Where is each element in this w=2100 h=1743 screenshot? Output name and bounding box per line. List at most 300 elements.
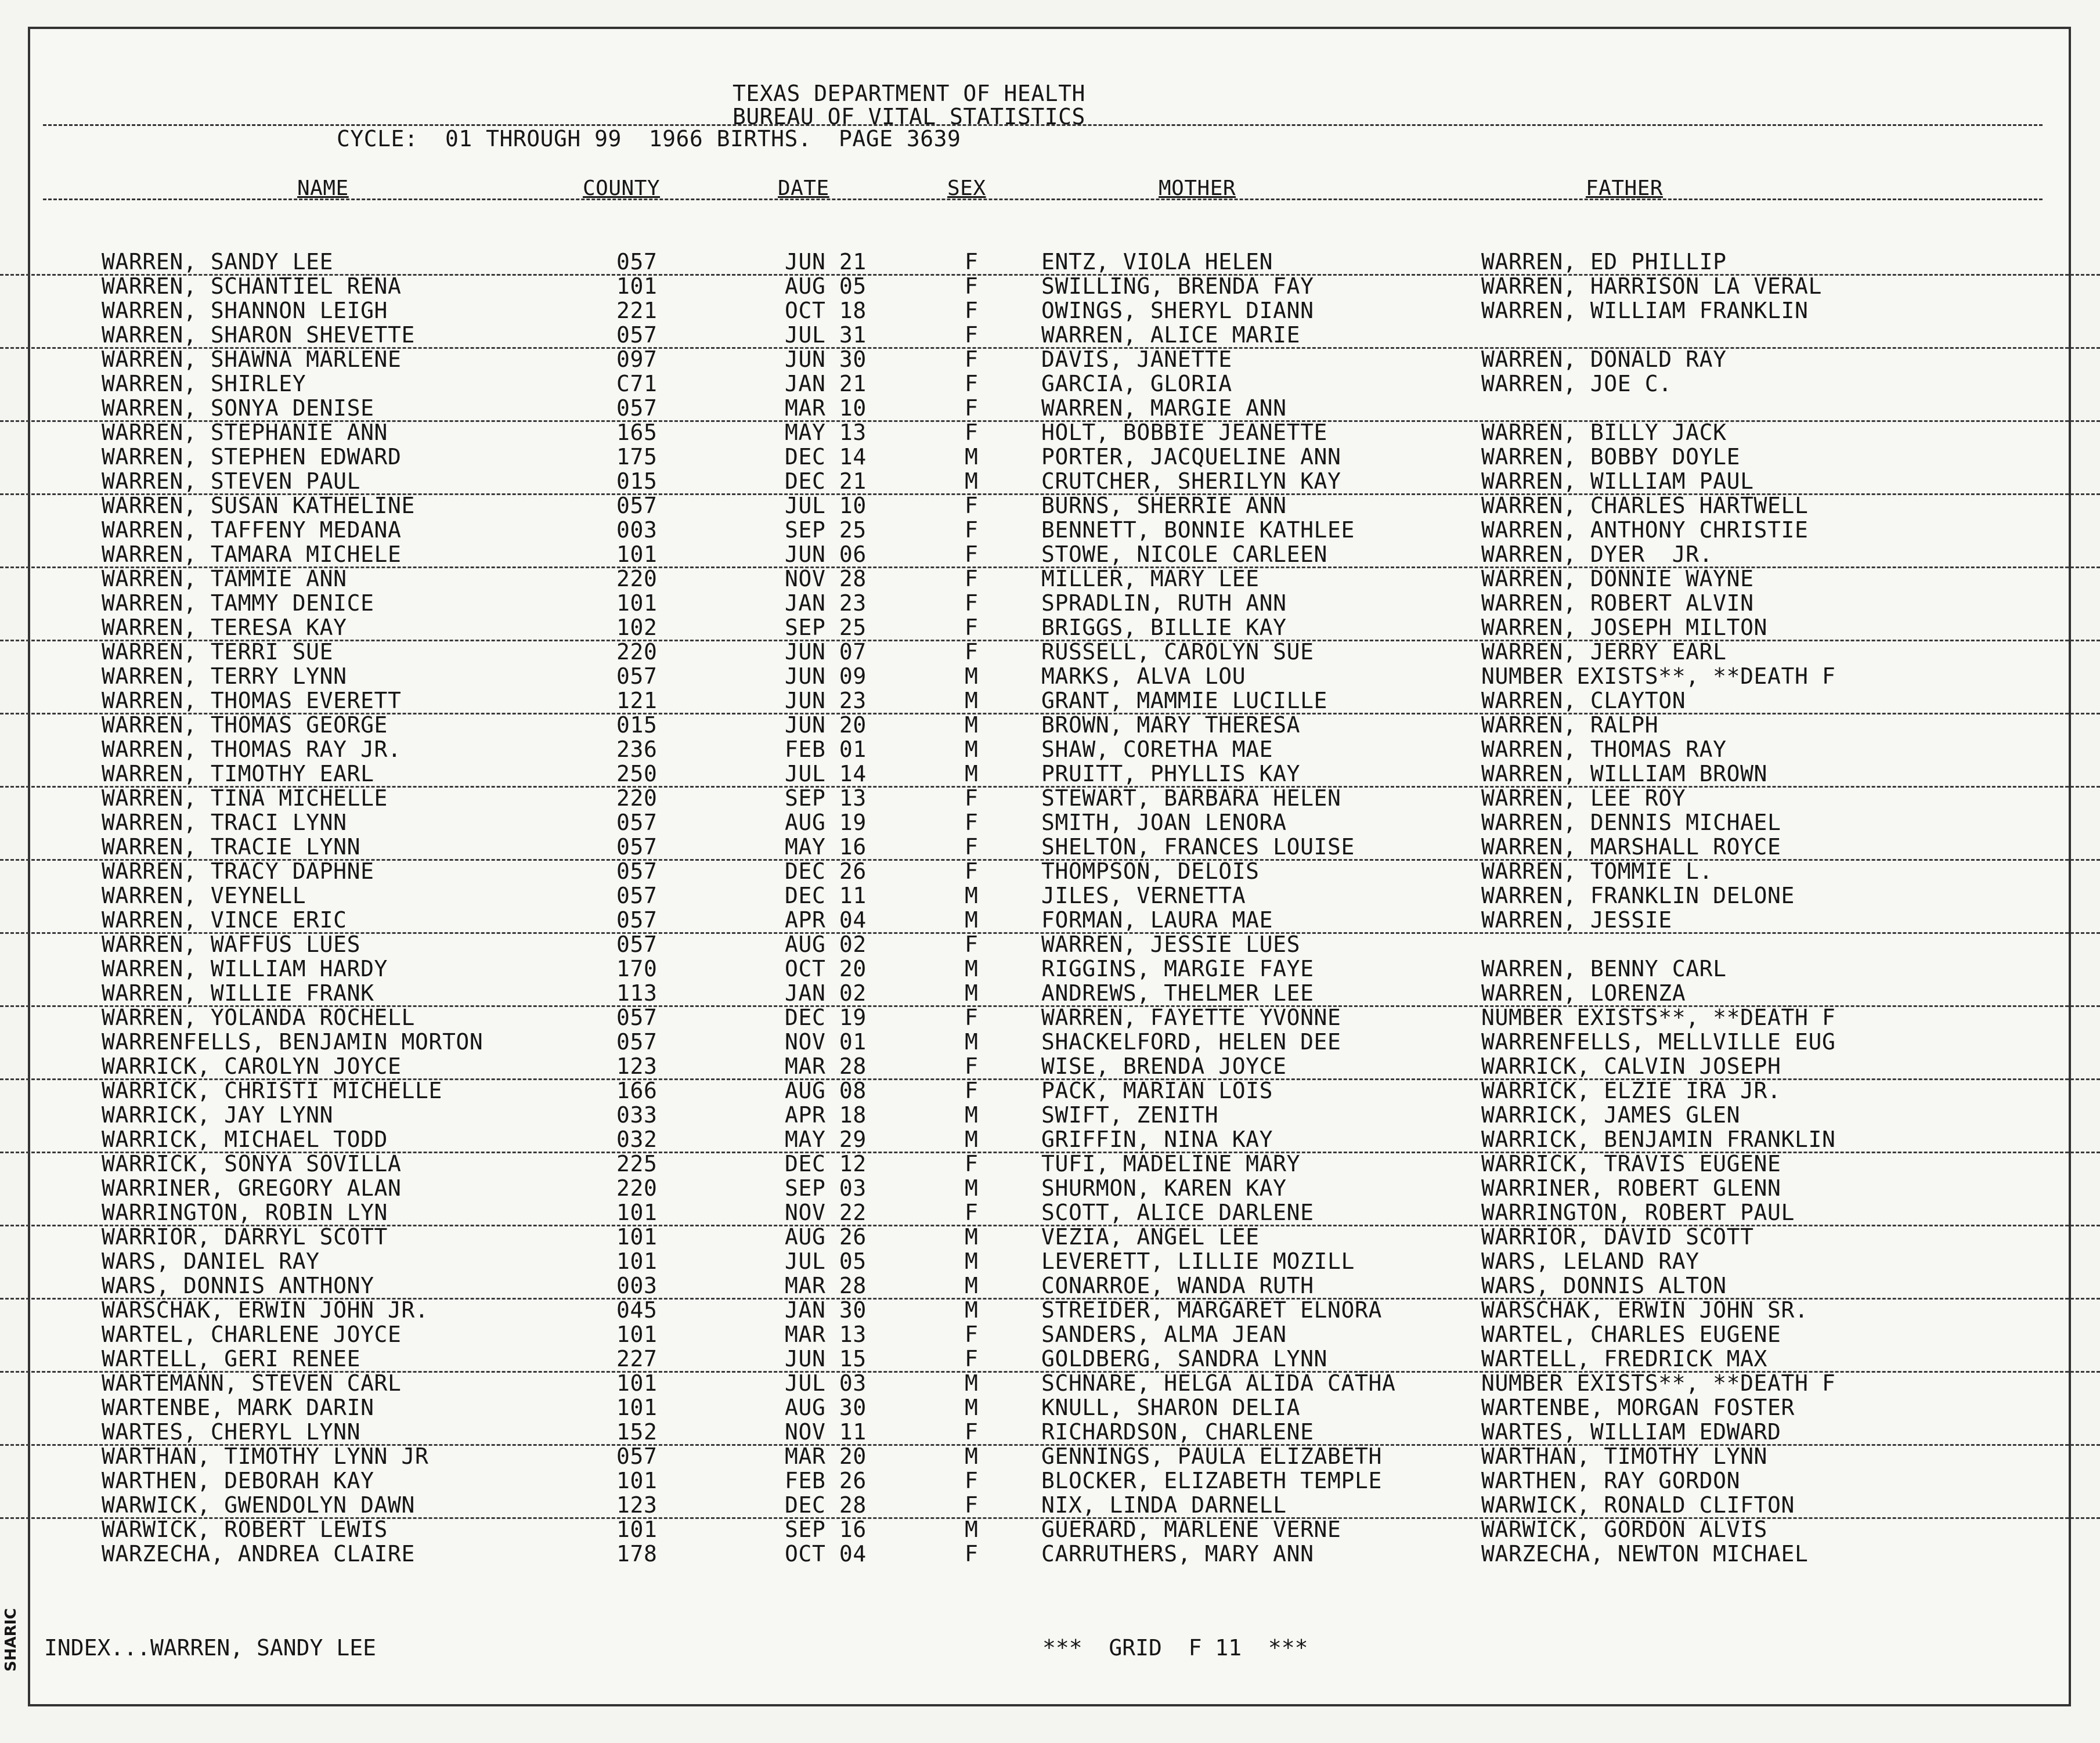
column-header-county: COUNTY	[583, 176, 661, 200]
cell-mother: NIX, LINDA DARNELL	[1041, 1492, 1287, 1518]
table-row	[0, 664, 2100, 688]
cell-father: WARRICK, CALVIN JOSEPH	[1481, 1053, 1781, 1079]
cell-county: 015	[616, 468, 658, 494]
table-row	[0, 1347, 2100, 1373]
cell-county: 057	[616, 663, 658, 689]
cell-county: 057	[616, 883, 658, 908]
cell-father: WARRIOR, DAVID SCOTT	[1481, 1224, 1754, 1250]
table-row	[0, 347, 2100, 371]
cell-county: 123	[616, 1053, 658, 1079]
cell-mother: GRANT, MAMMIE LUCILLE	[1041, 688, 1328, 713]
cell-sex: F	[965, 493, 979, 518]
table-row	[0, 469, 2100, 495]
cell-county: 101	[616, 1200, 658, 1225]
column-header-sex: SEX	[947, 176, 986, 200]
cell-sex: M	[965, 1029, 979, 1055]
cell-name: WARREN, TRACIE LYNN	[102, 834, 361, 860]
cell-father: WARRENFELLS, MELLVILLE EUG	[1481, 1029, 1836, 1055]
cell-date: OCT 18	[785, 298, 867, 323]
cell-mother: STREIDER, MARGARET ELNORA	[1041, 1297, 1382, 1323]
cell-mother: RICHARDSON, CHARLENE	[1041, 1419, 1314, 1445]
table-row	[0, 1273, 2100, 1300]
side-tag: SHARIC	[2, 1608, 20, 1672]
cell-county: 121	[616, 688, 658, 713]
cell-sex: M	[965, 468, 979, 494]
table-row	[0, 1493, 2100, 1519]
cell-mother: FORMAN, LAURA MAE	[1041, 907, 1273, 933]
cell-county: 057	[616, 858, 658, 884]
cell-name: WARWICK, GWENDOLYN DAWN	[102, 1492, 415, 1518]
cell-father: WARREN, LORENZA	[1481, 980, 1686, 1006]
cell-father: WARTES, WILLIAM EDWARD	[1481, 1419, 1781, 1445]
cell-name: WARREN, TAMMIE ANN	[102, 566, 347, 591]
cell-date: JUN 07	[785, 639, 867, 665]
cell-father: WARREN, WILLIAM FRANKLIN	[1481, 298, 1809, 323]
cell-county: 003	[616, 517, 658, 543]
cell-date: FEB 26	[785, 1468, 867, 1493]
cell-date: JUL 05	[785, 1248, 867, 1274]
cell-father: WARREN, MARSHALL ROYCE	[1481, 834, 1781, 860]
table-row	[0, 1200, 2100, 1226]
cell-county: 221	[616, 298, 658, 323]
cell-sex: M	[965, 1224, 979, 1250]
cell-date: MAR 20	[785, 1444, 867, 1469]
cell-county: 113	[616, 980, 658, 1006]
cell-name: WARZECHA, ANDREA CLAIRE	[102, 1541, 415, 1567]
cell-father: WARRINGTON, ROBERT PAUL	[1481, 1200, 1795, 1225]
table-row	[0, 688, 2100, 714]
cell-county: 045	[616, 1297, 658, 1323]
table-row	[0, 957, 2100, 981]
cell-father: WARREN, CLAYTON	[1481, 688, 1686, 713]
cell-county: 178	[616, 1541, 658, 1567]
cell-county: 166	[616, 1078, 658, 1103]
cell-mother: STOWE, NICOLE CARLEEN	[1041, 542, 1328, 567]
cell-sex: M	[965, 1444, 979, 1469]
cell-mother: SCOTT, ALICE DARLENE	[1041, 1200, 1314, 1225]
table-row	[0, 250, 2100, 276]
cell-mother: ANDREWS, THELMER LEE	[1041, 980, 1314, 1006]
cell-date: AUG 08	[785, 1078, 867, 1103]
cell-county: 236	[616, 737, 658, 762]
cell-name: WARRICK, MICHAEL TODD	[102, 1127, 388, 1152]
cell-sex: M	[965, 1127, 979, 1152]
cell-mother: GRIFFIN, NINA KAY	[1041, 1127, 1273, 1152]
cell-county: 101	[616, 1224, 658, 1250]
cell-father: WARTHEN, RAY GORDON	[1481, 1468, 1741, 1493]
cell-date: JUN 20	[785, 712, 867, 738]
cell-name: WARREN, SHAWNA MARLENE	[102, 347, 402, 372]
cell-mother: MARKS, ALVA LOU	[1041, 663, 1246, 689]
cell-sex: M	[965, 980, 979, 1006]
cell-county: 227	[616, 1346, 658, 1372]
cell-county: 057	[616, 493, 658, 518]
cell-sex: M	[965, 663, 979, 689]
table-row	[0, 1517, 2100, 1542]
cell-date: AUG 26	[785, 1224, 867, 1250]
table-row	[0, 786, 2100, 810]
cell-sex: F	[965, 590, 979, 616]
grid-label: *** GRID F 11 ***	[1042, 1635, 1308, 1661]
table-row	[0, 591, 2100, 615]
cell-name: WARREN, TAFFENY MEDANA	[102, 517, 402, 543]
table-row	[0, 713, 2100, 737]
cell-mother: ENTZ, VIOLA HELEN	[1041, 249, 1273, 275]
cell-mother: RUSSELL, CAROLYN SUE	[1041, 639, 1314, 665]
cell-sex: F	[965, 1468, 979, 1493]
cell-name: WARREN, SANDY LEE	[102, 249, 334, 275]
table-row	[0, 1225, 2100, 1249]
cell-sex: F	[965, 1005, 979, 1030]
cell-father: WARREN, LEE ROY	[1481, 785, 1686, 811]
cell-date: DEC 19	[785, 1005, 867, 1030]
cell-sex: M	[965, 1370, 979, 1396]
cell-sex: F	[965, 834, 979, 860]
cell-name: WARRICK, JAY LYNN	[102, 1102, 334, 1128]
cell-sex: F	[965, 858, 979, 884]
cell-date: APR 18	[785, 1102, 867, 1128]
cell-father: WARTHAN, TIMOTHY LYNN	[1481, 1444, 1768, 1469]
cell-county: 220	[616, 639, 658, 665]
cell-date: MAR 28	[785, 1273, 867, 1298]
cell-name: WARRIOR, DARRYL SCOTT	[102, 1224, 388, 1250]
cell-mother: WARREN, FAYETTE YVONNE	[1041, 1005, 1341, 1030]
cell-sex: F	[965, 639, 979, 665]
table-row	[0, 883, 2100, 908]
cell-sex: M	[965, 956, 979, 981]
column-header-name: NAME	[297, 176, 349, 200]
cell-mother: PACK, MARIAN LOIS	[1041, 1078, 1273, 1103]
cell-county: 057	[616, 810, 658, 835]
cell-mother: SHACKELFORD, HELEN DEE	[1041, 1029, 1341, 1055]
cell-sex: F	[965, 395, 979, 421]
cell-sex: M	[965, 1175, 979, 1201]
cell-sex: M	[965, 712, 979, 738]
cell-father: WARREN, BENNY CARL	[1481, 956, 1727, 981]
cell-county: 032	[616, 1127, 658, 1152]
cell-sex: F	[965, 810, 979, 835]
table-row	[0, 859, 2100, 883]
cell-name: WARRICK, CHRISTI MICHELLE	[102, 1078, 442, 1103]
cell-sex: F	[965, 273, 979, 299]
cell-sex: F	[965, 1419, 979, 1445]
cell-father: WARREN, ED PHILLIP	[1481, 249, 1727, 275]
table-row	[0, 1078, 2100, 1103]
cell-date: SEP 13	[785, 785, 867, 811]
cell-county: 220	[616, 566, 658, 591]
cell-date: AUG 02	[785, 932, 867, 957]
cell-county: 175	[616, 444, 658, 470]
cell-father: WARZECHA, NEWTON MICHAEL	[1481, 1541, 1809, 1567]
table-row	[0, 1444, 2100, 1468]
cell-county: 057	[616, 1444, 658, 1469]
cell-sex: M	[965, 883, 979, 908]
cell-name: WARREN, TERRI SUE	[102, 639, 334, 665]
cell-father: WARREN, JOE C.	[1481, 371, 1672, 396]
cell-sex: M	[965, 761, 979, 786]
table-row	[0, 396, 2100, 422]
table-row	[0, 737, 2100, 762]
cell-sex: F	[965, 785, 979, 811]
cell-date: JUL 03	[785, 1370, 867, 1396]
cell-father: WARREN, JOSEPH MILTON	[1481, 615, 1768, 640]
cell-date: SEP 25	[785, 615, 867, 640]
cell-mother: JILES, VERNETTA	[1041, 883, 1246, 908]
table-row	[0, 298, 2100, 323]
cell-date: DEC 14	[785, 444, 867, 470]
cell-date: MAR 28	[785, 1053, 867, 1079]
cell-date: JUL 31	[785, 322, 867, 348]
cell-name: WARREN, SHANNON LEIGH	[102, 298, 388, 323]
cell-name: WARREN, SHIRLEY	[102, 371, 306, 396]
cell-father: WARTELL, FREDRICK MAX	[1481, 1346, 1768, 1372]
cell-father: WARS, LELAND RAY	[1481, 1248, 1700, 1274]
cell-mother: BLOCKER, ELIZABETH TEMPLE	[1041, 1468, 1382, 1493]
cell-date: JUN 06	[785, 542, 867, 567]
table-row	[0, 420, 2100, 445]
cell-father: WARREN, DENNIS MICHAEL	[1481, 810, 1781, 835]
cell-name: WARREN, SHARON SHEVETTE	[102, 322, 415, 348]
cell-sex: F	[965, 566, 979, 591]
cell-date: APR 04	[785, 907, 867, 933]
cell-date: JUN 09	[785, 663, 867, 689]
cell-sex: F	[965, 932, 979, 957]
cell-county: 057	[616, 932, 658, 957]
cell-mother: GUERARD, MARLENE VERNE	[1041, 1517, 1341, 1542]
cell-date: MAY 16	[785, 834, 867, 860]
table-row	[0, 981, 2100, 1007]
cell-name: WARREN, TERESA KAY	[102, 615, 347, 640]
cell-mother: SHAW, CORETHA MAE	[1041, 737, 1273, 762]
cell-name: WARTENBE, MARK DARIN	[102, 1395, 374, 1420]
cell-county: 101	[616, 1517, 658, 1542]
cell-father: NUMBER EXISTS**, **DEATH F	[1481, 663, 1836, 689]
cell-county: 102	[616, 615, 658, 640]
table-row	[0, 1054, 2100, 1080]
table-row	[0, 932, 2100, 957]
cell-sex: M	[965, 1297, 979, 1323]
cell-father: WARREN, FRANKLIN DELONE	[1481, 883, 1795, 908]
cell-father: NUMBER EXISTS**, **DEATH F	[1481, 1005, 1836, 1030]
cell-name: WARREN, SONYA DENISE	[102, 395, 374, 421]
cell-county: 057	[616, 1005, 658, 1030]
cell-father: WARREN, WILLIAM BROWN	[1481, 761, 1768, 786]
cell-mother: WARREN, JESSIE LUES	[1041, 932, 1301, 957]
cell-father: WARRINER, ROBERT GLENN	[1481, 1175, 1781, 1201]
cell-date: NOV 11	[785, 1419, 867, 1445]
cell-father: WARREN, ROBERT ALVIN	[1481, 590, 1754, 616]
cell-mother: CARRUTHERS, MARY ANN	[1041, 1541, 1314, 1567]
cell-father: WARREN, BILLY JACK	[1481, 420, 1727, 445]
cell-name: WARTHAN, TIMOTHY LYNN JR	[102, 1444, 429, 1469]
cell-mother: PRUITT, PHYLLIS KAY	[1041, 761, 1301, 786]
cell-name: WARREN, TAMMY DENICE	[102, 590, 374, 616]
table-row	[0, 1322, 2100, 1347]
cell-name: WARREN, WAFFUS LUES	[102, 932, 361, 957]
cell-mother: HOLT, BOBBIE JEANETTE	[1041, 420, 1328, 445]
cell-county: C71	[616, 371, 658, 396]
table-row	[0, 615, 2100, 641]
cell-father: WARREN, HARRISON LA VERAL	[1481, 273, 1822, 299]
cell-date: JUN 30	[785, 347, 867, 372]
table-row	[0, 908, 2100, 934]
cell-father: WARREN, RALPH	[1481, 712, 1659, 738]
cell-date: NOV 01	[785, 1029, 867, 1055]
cell-name: WARTELL, GERI RENEE	[102, 1346, 361, 1372]
cell-date: MAY 29	[785, 1127, 867, 1152]
cell-sex: F	[965, 1346, 979, 1372]
cell-mother: BROWN, MARY THERESA	[1041, 712, 1301, 738]
cell-mother: MILLER, MARY LEE	[1041, 566, 1260, 591]
cell-mother: VEZIA, ANGEL LEE	[1041, 1224, 1260, 1250]
cell-county: 015	[616, 712, 658, 738]
cell-father: WARREN, TOMMIE L.	[1481, 858, 1713, 884]
cell-father: WARREN, DYER JR.	[1481, 542, 1713, 567]
table-row	[0, 566, 2100, 591]
cell-date: MAR 13	[785, 1322, 867, 1347]
cell-county: 057	[616, 907, 658, 933]
cell-date: JAN 30	[785, 1297, 867, 1323]
cell-county: 101	[616, 1322, 658, 1347]
table-row	[0, 445, 2100, 469]
cell-mother: CONARROE, WANDA RUTH	[1041, 1273, 1314, 1298]
cell-sex: F	[965, 322, 979, 348]
cell-name: WARREN, WILLIE FRANK	[102, 980, 374, 1006]
cell-sex: F	[965, 347, 979, 372]
cell-county: 220	[616, 1175, 658, 1201]
cell-sex: F	[965, 1151, 979, 1177]
cell-father: WARREN, DONNIE WAYNE	[1481, 566, 1754, 591]
cell-mother: BENNETT, BONNIE KATHLEE	[1041, 517, 1355, 543]
cell-date: SEP 16	[785, 1517, 867, 1542]
cell-name: WARTEL, CHARLENE JOYCE	[102, 1322, 402, 1347]
cell-father: WARREN, JESSIE	[1481, 907, 1672, 933]
cell-name: WARREN, THOMAS GEORGE	[102, 712, 388, 738]
cell-father: WARREN, BOBBY DOYLE	[1481, 444, 1741, 470]
cell-name: WARRICK, CAROLYN JOYCE	[102, 1053, 402, 1079]
cell-mother: DAVIS, JANETTE	[1041, 347, 1232, 372]
cell-date: JUN 21	[785, 249, 867, 275]
table-row	[0, 1420, 2100, 1446]
cell-county: 101	[616, 273, 658, 299]
cell-date: JUN 23	[785, 688, 867, 713]
cell-mother: THOMPSON, DELOIS	[1041, 858, 1260, 884]
cell-date: DEC 26	[785, 858, 867, 884]
cell-county: 101	[616, 1248, 658, 1274]
table-row	[0, 1371, 2100, 1395]
table-row	[0, 1127, 2100, 1153]
cell-mother: SMITH, JOAN LENORA	[1041, 810, 1287, 835]
cell-sex: M	[965, 444, 979, 470]
cell-father: WARREN, DONALD RAY	[1481, 347, 1727, 372]
cell-county: 057	[616, 322, 658, 348]
cell-mother: GOLDBERG, SANDRA LYNN	[1041, 1346, 1328, 1372]
table-row	[0, 1468, 2100, 1493]
cell-county: 225	[616, 1151, 658, 1177]
cell-date: DEC 12	[785, 1151, 867, 1177]
cell-father: WARRICK, ELZIE IRA JR.	[1481, 1078, 1781, 1103]
index-label: INDEX...WARREN, SANDY LEE	[44, 1635, 376, 1661]
cell-date: OCT 20	[785, 956, 867, 981]
cell-father: NUMBER EXISTS**, **DEATH F	[1481, 1370, 1836, 1396]
cell-county: 152	[616, 1419, 658, 1445]
cell-father: WARREN, THOMAS RAY	[1481, 737, 1727, 762]
cell-mother: SWILLING, BRENDA FAY	[1041, 273, 1314, 299]
cell-father: WARRICK, JAMES GLEN	[1481, 1102, 1741, 1128]
cell-date: NOV 22	[785, 1200, 867, 1225]
cycle-line: CYCLE: 01 THROUGH 99 1966 BIRTHS. PAGE 3639	[337, 126, 961, 151]
table-row	[0, 1152, 2100, 1176]
cell-sex: F	[965, 1053, 979, 1079]
table-row	[0, 1298, 2100, 1322]
cell-date: JAN 02	[785, 980, 867, 1006]
cell-county: 057	[616, 395, 658, 421]
cell-name: WARREN, TIMOTHY EARL	[102, 761, 374, 786]
cell-date: AUG 05	[785, 273, 867, 299]
cell-date: JAN 23	[785, 590, 867, 616]
cell-name: WARSCHAK, ERWIN JOHN JR.	[102, 1297, 429, 1323]
table-row	[0, 1176, 2100, 1200]
cell-date: DEC 21	[785, 468, 867, 494]
cell-name: WARREN, TAMARA MICHELE	[102, 542, 402, 567]
cell-county: 097	[616, 347, 658, 372]
cell-sex: M	[965, 688, 979, 713]
cell-sex: F	[965, 249, 979, 275]
cell-county: 003	[616, 1273, 658, 1298]
table-row	[0, 1103, 2100, 1127]
cell-date: DEC 11	[785, 883, 867, 908]
cell-mother: GARCIA, GLORIA	[1041, 371, 1232, 396]
cell-father: WARS, DONNIS ALTON	[1481, 1273, 1727, 1298]
header-divider-bottom	[43, 199, 2043, 200]
cell-name: WARREN, TRACI LYNN	[102, 810, 347, 835]
cell-date: JUN 15	[785, 1346, 867, 1372]
cell-mother: TUFI, MADELINE MARY	[1041, 1151, 1301, 1177]
cell-county: 057	[616, 249, 658, 275]
table-row	[0, 274, 2100, 298]
cell-name: WARRENFELLS, BENJAMIN MORTON	[102, 1029, 483, 1055]
cell-county: 057	[616, 1029, 658, 1055]
cell-date: SEP 03	[785, 1175, 867, 1201]
cell-name: WARREN, SUSAN KATHELINE	[102, 493, 415, 518]
table-row	[0, 1030, 2100, 1054]
cell-name: WARREN, YOLANDA ROCHELL	[102, 1005, 415, 1030]
table-row	[0, 542, 2100, 568]
cell-date: JUL 14	[785, 761, 867, 786]
column-header-mother: MOTHER	[1159, 176, 1236, 200]
cell-name: WARS, DONNIS ANTHONY	[102, 1273, 374, 1298]
table-row	[0, 371, 2100, 396]
table-row	[0, 1005, 2100, 1030]
table-row	[0, 518, 2100, 542]
cell-mother: CRUTCHER, SHERILYN KAY	[1041, 468, 1341, 494]
table-row	[0, 762, 2100, 788]
cell-date: JUL 10	[785, 493, 867, 518]
cell-name: WARREN, STEPHEN EDWARD	[102, 444, 402, 470]
cell-sex: F	[965, 615, 979, 640]
cell-mother: SHELTON, FRANCES LOUISE	[1041, 834, 1355, 860]
cell-sex: M	[965, 907, 979, 933]
cell-name: WARRINER, GREGORY ALAN	[102, 1175, 402, 1201]
cell-date: AUG 19	[785, 810, 867, 835]
cell-mother: PORTER, JACQUELINE ANN	[1041, 444, 1341, 470]
cell-county: 170	[616, 956, 658, 981]
cell-name: WARTHEN, DEBORAH KAY	[102, 1468, 374, 1493]
cell-sex: F	[965, 371, 979, 396]
cell-sex: M	[965, 1395, 979, 1420]
cell-date: AUG 30	[785, 1395, 867, 1420]
cell-sex: F	[965, 1492, 979, 1518]
